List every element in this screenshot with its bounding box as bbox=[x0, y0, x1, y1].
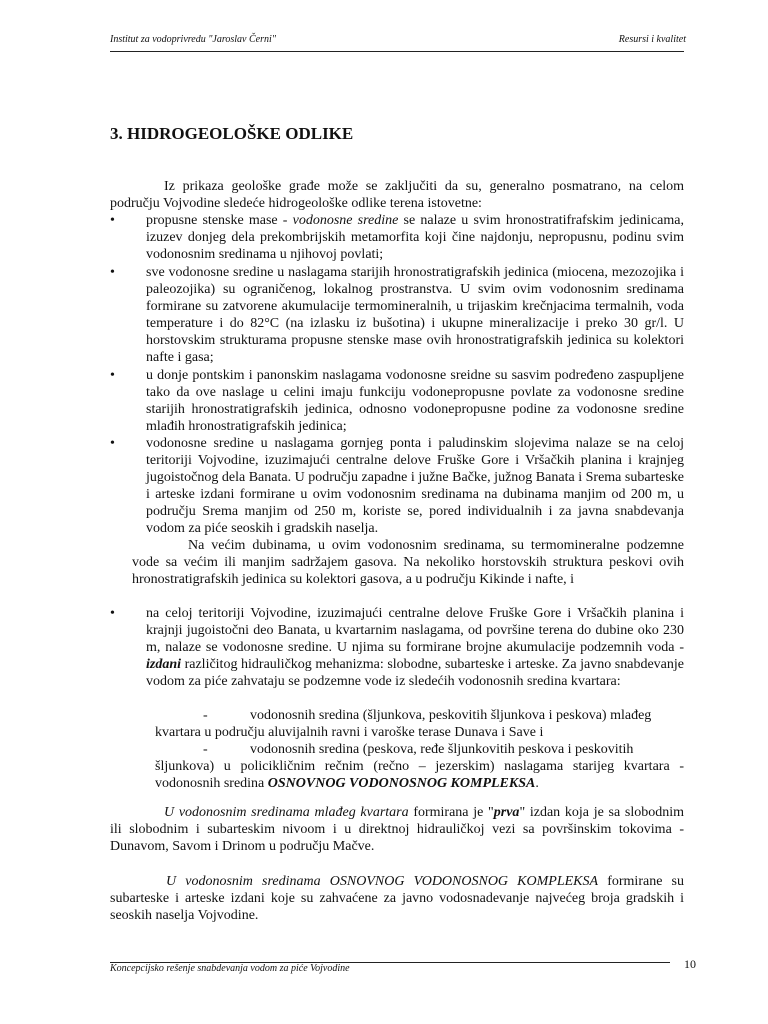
dash-marker: - bbox=[203, 742, 208, 757]
bullet-4-text: vodonosne sredine u naslagama gornjeg ponta i paludinskim slojevima nalaze se na celoj teritoriji Vojvodine, izuzimajući centralne delove Fruške Gore i Vršačkih planina i krajnjeg jugoistočnog dela Banata. U području zapadne i južne Bačke, južnog Banata i Srema subarteske i arteske izdani formirane u ovim vodonosnim sredinama na dubinama manjim od 200 m, u području Srema manjim od 250 m, koriste se, pored individualnih i za javna snabdevanja vodom za piće seoskih i gradskih naselja. bbox=[146, 436, 684, 536]
sub-paragraph: Na većim dubinama, u ovim vodonosnim sredinama, su termomineralne podzemne vode sa većim ili manjim sadržajem gasova. Na nekoliko horstovskih struktura peskovi ovih hronostratigrafskih jedinica su kolektori gasova, a u području Kikinde i nafte, i bbox=[132, 538, 684, 587]
header-section: Resursi i kvalitet bbox=[618, 34, 686, 45]
dash-1-rest: kvartara u području aluvijalnih ravni i varoške terase Dunava i Save i bbox=[155, 725, 544, 740]
paragraph-osnovni-kompleks bbox=[110, 873, 684, 924]
bullet-marker: • bbox=[110, 265, 115, 280]
page-footer: Koncepcijsko rešenje snabdevanja vodom za piće Vojvodine bbox=[110, 963, 350, 974]
section-title: 3. HIDROGEOLOŠKE ODLIKE bbox=[110, 124, 354, 143]
paragraph-mladji-kvartar bbox=[110, 804, 684, 855]
bullet-3-text: u donje pontskim i panonskim naslagama vodonosne sreidne su sasvim podređeno zaspupljene tako da ove naslage u celini imaju funkciju vodonepropusne povlate za vodonosne sredine starijih hronostratigrafskih jedinica, odnosno vodonepropusne podine za vodonosne sredine mlađih hronostratigrafskih jedinica; bbox=[146, 368, 684, 434]
bullet-item-4 bbox=[110, 435, 684, 537]
header-institute: Institut za vodoprivredu "Jaroslav Černi" bbox=[110, 34, 276, 45]
dash-1-first: vodonosnih sredina (šljunkova, peskovitih šljunkova i peskova) mlađeg bbox=[250, 708, 652, 723]
dash-marker: - bbox=[203, 708, 208, 723]
bullet-item-2 bbox=[110, 264, 684, 366]
bullet-marker: • bbox=[110, 368, 115, 383]
bullet-item-5 bbox=[110, 605, 684, 690]
dash-2-rest bbox=[155, 758, 684, 792]
bullet-marker: • bbox=[110, 606, 115, 621]
bullet-2-text: sve vodonosne sredine u naslagama starijih hronostratigrafskih jedinica (miocena, mezozojika i paleozojika) su ograničenog, lokalnog prostranstva. U svim ovim vodonosnim sredinama formirane su zatvorene akumulacije termomineralnih, u trijaskim krečnjacima termalnih, voda temperature i do 82°C (na izlasku iz bušotina) i ukupne mineralizacije i preko 30 gr/l. U horstovskim strukturama propusne stenske mase ovih hronostratigrafskih jedinica su kolektori nafte i gasa; bbox=[146, 265, 684, 365]
para2-text: " izdan koja je sa slobodnim ili slobodnim i subarteskim nivoom i u direktnoj hidrauličkoj vezi sa površinskim tokovima - Dunavom, Savom i Drinom u području Mačve. bbox=[110, 805, 684, 854]
page-number: 10 bbox=[684, 957, 696, 971]
header-rule bbox=[110, 51, 684, 52]
para2-italic: U vodonosnim sredinama mlađeg kvartara bbox=[164, 805, 409, 820]
bullet-1-text-b: se nalaze u svim hronostratifrafskim jedinicama, izuzev donjeg dela prekombrijskih metamorfita koji čine najdonju, nepropusnu, podinu svim vodonosnim sredinama u njihovoj povlati; bbox=[146, 213, 684, 262]
dash-2-emphasis: OSNOVNOG VODONOSNOG KOMPLEKSA bbox=[267, 776, 536, 791]
dash-2-first: vodonosnih sredina (peskova, ređe šljunkovitih peskova i peskovitih bbox=[250, 742, 634, 757]
bullet-1-text-a: propusne stenske mase - bbox=[146, 213, 293, 228]
dash-2-text: šljunkova) u policikličnim rečnim (rečno – jezerskim) naslagama starijeg kvartara - vodonosnih sredina bbox=[155, 759, 684, 791]
bullet-item-1 bbox=[110, 212, 684, 263]
bullet-item-3 bbox=[110, 367, 684, 435]
bullet-1-italic: vodonosne sredine bbox=[292, 213, 399, 228]
dash-2-end: . bbox=[535, 776, 539, 791]
para3-text: formirane su subarteske i arteske izdani koje su zahvaćene za javno vodosnadevanje najvećeg broja gradskih i seoskih naselja Vojvodine. bbox=[110, 874, 684, 923]
intro-paragraph: Iz prikaza geološke građe može se zaključiti da su, generalno posmatrano, na celom području Vojvodine sledeće hidrogeološke odlike terena istovetne: bbox=[110, 179, 684, 211]
bullet-5-term: izdani bbox=[146, 657, 182, 672]
bullet-5-text-b: različitog hidrauličkog mehanizma: slobodne, subarteske i arteske. Za javno snabdevanje vodom za piće zahvataju se podzemne vode iz sledećih vodonosnih sredina kvartara: bbox=[146, 657, 684, 689]
para2-bold: prva bbox=[493, 805, 520, 820]
bullet-marker: • bbox=[110, 436, 115, 451]
bullet-5-text-a: na celoj teritoriji Vojvodine, izuzimajući centralne delove Fruške Gore i Vršačkih planina i krajnji jugoistočni deo Banata, u kvartarnim naslagama, od površine terena do dubine oko 230 m, nalaze se vodonosne sredine. U njima su formirane brojne akumulacije podzemnih voda - bbox=[146, 606, 684, 655]
para3-italic: U vodonosnim sredinama OSNOVNOG VODONOSNOG KOMPLEKSA bbox=[166, 874, 599, 889]
para2-mid: formirana je " bbox=[408, 805, 494, 820]
bullet-marker: • bbox=[110, 213, 115, 228]
